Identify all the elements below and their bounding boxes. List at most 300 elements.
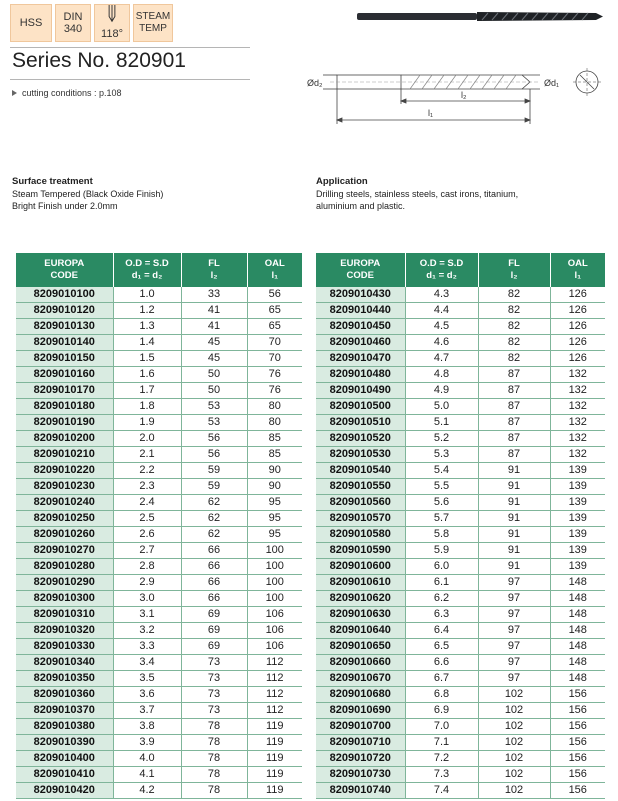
od-cell: 6.2	[405, 591, 478, 607]
table-row	[316, 303, 605, 319]
europa-code-cell: 8209010190	[16, 415, 113, 431]
table-row	[16, 575, 302, 591]
fl-cell: 82	[478, 351, 550, 367]
oal-cell: 156	[550, 719, 605, 735]
fl-cell: 50	[181, 383, 247, 399]
fl-cell: 59	[181, 463, 247, 479]
europa-code-cell: 8209010300	[16, 591, 113, 607]
table-row	[16, 687, 302, 703]
fl-cell: 102	[478, 703, 550, 719]
od-cell: 3.3	[113, 639, 181, 655]
table-row	[316, 447, 605, 463]
d1-label: Ød₁	[544, 78, 560, 88]
oal-cell: 139	[550, 463, 605, 479]
col-header-fl: FL l₂	[478, 253, 550, 287]
europa-code-cell: 8209010640	[316, 623, 405, 639]
fl-cell: 82	[478, 303, 550, 319]
oal-cell: 65	[247, 303, 302, 319]
europa-code-cell: 8209010500	[316, 399, 405, 415]
table-row	[16, 767, 302, 783]
oal-cell: 139	[550, 543, 605, 559]
europa-code-cell: 8209010400	[16, 751, 113, 767]
surface-treatment-line: Steam Tempered (Black Oxide Finish)	[12, 189, 164, 199]
od-cell: 6.8	[405, 687, 478, 703]
od-cell: 5.3	[405, 447, 478, 463]
oal-cell: 126	[550, 287, 605, 303]
table-row	[16, 399, 302, 415]
europa-code-cell: 8209010450	[316, 319, 405, 335]
od-cell: 1.0	[113, 287, 181, 303]
od-cell: 5.6	[405, 495, 478, 511]
europa-code-cell: 8209010700	[316, 719, 405, 735]
europa-code-cell: 8209010370	[16, 703, 113, 719]
fl-cell: 78	[181, 783, 247, 799]
od-cell: 1.6	[113, 367, 181, 383]
europa-code-cell: 8209010470	[316, 351, 405, 367]
europa-code-cell: 8209010230	[16, 479, 113, 495]
fl-cell: 66	[181, 559, 247, 575]
application-line: aluminium and plastic.	[316, 201, 406, 211]
table-row	[316, 319, 605, 335]
od-cell: 4.9	[405, 383, 478, 399]
oal-cell: 126	[550, 351, 605, 367]
table-row	[316, 463, 605, 479]
od-cell: 4.4	[405, 303, 478, 319]
table-row	[16, 287, 302, 303]
table-row	[316, 607, 605, 623]
od-cell: 3.0	[113, 591, 181, 607]
europa-code-cell: 8209010560	[316, 495, 405, 511]
oal-cell: 100	[247, 559, 302, 575]
europa-code-cell: 8209010200	[16, 431, 113, 447]
europa-code-cell: 8209010280	[16, 559, 113, 575]
europa-code-cell: 8209010610	[316, 575, 405, 591]
europa-code-cell: 8209010430	[316, 287, 405, 303]
fl-cell: 78	[181, 735, 247, 751]
europa-code-cell: 8209010590	[316, 543, 405, 559]
europa-code-cell: 8209010240	[16, 495, 113, 511]
od-cell: 2.5	[113, 511, 181, 527]
oal-cell: 95	[247, 495, 302, 511]
fl-cell: 50	[181, 367, 247, 383]
table-row	[16, 783, 302, 799]
oal-cell: 76	[247, 383, 302, 399]
fl-cell: 41	[181, 319, 247, 335]
europa-code-cell: 8209010630	[316, 607, 405, 623]
europa-code-cell: 8209010650	[316, 639, 405, 655]
oal-cell: 90	[247, 463, 302, 479]
table-row	[316, 527, 605, 543]
od-cell: 4.3	[405, 287, 478, 303]
oal-cell: 132	[550, 447, 605, 463]
oal-cell: 132	[550, 431, 605, 447]
od-cell: 2.1	[113, 447, 181, 463]
oal-cell: 100	[247, 543, 302, 559]
fl-cell: 82	[478, 335, 550, 351]
fl-cell: 45	[181, 351, 247, 367]
oal-cell: 156	[550, 687, 605, 703]
spec-table-left	[16, 253, 302, 799]
fl-cell: 73	[181, 703, 247, 719]
fl-cell: 102	[478, 719, 550, 735]
europa-code-cell: 8209010320	[16, 623, 113, 639]
oal-cell: 148	[550, 607, 605, 623]
l1-label: l₁	[428, 108, 434, 118]
od-cell: 1.4	[113, 335, 181, 351]
table-row	[316, 575, 605, 591]
application-heading: Application	[316, 176, 368, 187]
fl-cell: 69	[181, 639, 247, 655]
od-cell: 1.9	[113, 415, 181, 431]
oal-cell: 112	[247, 703, 302, 719]
oal-cell: 76	[247, 367, 302, 383]
oal-cell: 85	[247, 447, 302, 463]
table-row	[16, 351, 302, 367]
europa-code-cell: 8209010520	[316, 431, 405, 447]
fl-cell: 78	[181, 767, 247, 783]
od-cell: 2.2	[113, 463, 181, 479]
fl-cell: 91	[478, 559, 550, 575]
oal-cell: 139	[550, 559, 605, 575]
table-row	[316, 287, 605, 303]
fl-cell: 82	[478, 319, 550, 335]
surface-treatment-line: Bright Finish under 2.0mm	[12, 201, 118, 211]
od-cell: 2.8	[113, 559, 181, 575]
table-row	[16, 303, 302, 319]
cutting-conditions[interactable]: cutting conditions : p.108	[12, 88, 122, 98]
fl-cell: 73	[181, 671, 247, 687]
europa-code-cell: 8209010260	[16, 527, 113, 543]
table-row	[16, 431, 302, 447]
oal-cell: 156	[550, 767, 605, 783]
od-cell: 2.0	[113, 431, 181, 447]
table-row	[16, 607, 302, 623]
spec-table-right	[316, 253, 605, 799]
fl-cell: 102	[478, 687, 550, 703]
oal-cell: 112	[247, 687, 302, 703]
table-row	[316, 383, 605, 399]
oal-cell: 148	[550, 575, 605, 591]
col-header-code: EUROPA CODE	[16, 253, 113, 287]
oal-cell: 119	[247, 751, 302, 767]
od-cell: 7.4	[405, 783, 478, 799]
table-row	[16, 703, 302, 719]
europa-code-cell: 8209010670	[316, 671, 405, 687]
oal-cell: 148	[550, 655, 605, 671]
table-row	[316, 351, 605, 367]
fl-cell: 97	[478, 623, 550, 639]
europa-code-cell: 8209010250	[16, 511, 113, 527]
oal-cell: 119	[247, 783, 302, 799]
od-cell: 2.4	[113, 495, 181, 511]
fl-cell: 56	[181, 431, 247, 447]
europa-code-cell: 8209010740	[316, 783, 405, 799]
oal-cell: 148	[550, 639, 605, 655]
application-line: Drilling steels, stainless steels, cast irons, titanium,	[316, 189, 519, 199]
europa-code-cell: 8209010130	[16, 319, 113, 335]
od-cell: 5.5	[405, 479, 478, 495]
fl-cell: 62	[181, 511, 247, 527]
fl-cell: 82	[478, 287, 550, 303]
table-row	[16, 591, 302, 607]
europa-code-cell: 8209010510	[316, 415, 405, 431]
europa-code-cell: 8209010710	[316, 735, 405, 751]
fl-cell: 102	[478, 783, 550, 799]
od-cell: 4.0	[113, 751, 181, 767]
europa-code-cell: 8209010460	[316, 335, 405, 351]
fl-cell: 91	[478, 479, 550, 495]
table-row	[16, 415, 302, 431]
od-cell: 5.0	[405, 399, 478, 415]
europa-code-cell: 8209010530	[316, 447, 405, 463]
od-cell: 3.6	[113, 687, 181, 703]
fl-cell: 66	[181, 591, 247, 607]
europa-code-cell: 8209010390	[16, 735, 113, 751]
od-cell: 3.8	[113, 719, 181, 735]
table-row	[16, 623, 302, 639]
fl-cell: 73	[181, 655, 247, 671]
od-cell: 6.6	[405, 655, 478, 671]
oal-cell: 148	[550, 623, 605, 639]
europa-code-cell: 8209010160	[16, 367, 113, 383]
finish-tag: STEAM TEMP	[133, 4, 173, 42]
oal-cell: 132	[550, 367, 605, 383]
europa-code-cell: 8209010550	[316, 479, 405, 495]
od-cell: 5.2	[405, 431, 478, 447]
fl-cell: 102	[478, 767, 550, 783]
europa-code-cell: 8209010380	[16, 719, 113, 735]
fl-cell: 91	[478, 543, 550, 559]
od-cell: 1.3	[113, 319, 181, 335]
table-row	[16, 479, 302, 495]
fl-cell: 87	[478, 431, 550, 447]
oal-cell: 148	[550, 671, 605, 687]
table-row	[316, 783, 605, 799]
fl-cell: 97	[478, 655, 550, 671]
europa-code-cell: 8209010440	[316, 303, 405, 319]
col-header-od: O.D = S.D d₁ = d₂	[405, 253, 478, 287]
europa-code-cell: 8209010220	[16, 463, 113, 479]
od-cell: 3.9	[113, 735, 181, 751]
table-row	[16, 543, 302, 559]
col-header-code: EUROPA CODE	[316, 253, 405, 287]
europa-code-cell: 8209010170	[16, 383, 113, 399]
col-header-od: O.D = S.D d₁ = d₂	[113, 253, 181, 287]
od-cell: 3.2	[113, 623, 181, 639]
od-cell: 6.9	[405, 703, 478, 719]
table-row	[316, 399, 605, 415]
europa-code-cell: 8209010350	[16, 671, 113, 687]
fl-cell: 41	[181, 303, 247, 319]
od-cell: 7.3	[405, 767, 478, 783]
fl-cell: 73	[181, 687, 247, 703]
surface-treatment-section	[12, 176, 163, 212]
table-row	[316, 431, 605, 447]
od-cell: 2.9	[113, 575, 181, 591]
table-row	[16, 335, 302, 351]
table-row	[316, 543, 605, 559]
table-header-row	[316, 253, 605, 287]
oal-cell: 106	[247, 639, 302, 655]
od-cell: 4.1	[113, 767, 181, 783]
europa-code-cell: 8209010140	[16, 335, 113, 351]
europa-code-cell: 8209010330	[16, 639, 113, 655]
fl-cell: 62	[181, 495, 247, 511]
fl-cell: 59	[181, 479, 247, 495]
od-cell: 3.4	[113, 655, 181, 671]
od-cell: 5.4	[405, 463, 478, 479]
oal-cell: 112	[247, 655, 302, 671]
fl-cell: 91	[478, 495, 550, 511]
table-row	[316, 767, 605, 783]
europa-code-cell: 8209010600	[316, 559, 405, 575]
od-cell: 6.7	[405, 671, 478, 687]
table-row	[316, 335, 605, 351]
europa-code-cell: 8209010270	[16, 543, 113, 559]
oal-cell: 90	[247, 479, 302, 495]
oal-cell: 139	[550, 495, 605, 511]
oal-cell: 95	[247, 511, 302, 527]
table-row	[16, 559, 302, 575]
oal-cell: 100	[247, 575, 302, 591]
europa-code-cell: 8209010480	[316, 367, 405, 383]
europa-code-cell: 8209010690	[316, 703, 405, 719]
table-row	[316, 415, 605, 431]
oal-cell: 56	[247, 287, 302, 303]
od-cell: 6.3	[405, 607, 478, 623]
fl-cell: 102	[478, 751, 550, 767]
table-header-row	[16, 253, 302, 287]
fl-cell: 87	[478, 415, 550, 431]
oal-cell: 106	[247, 607, 302, 623]
fl-cell: 102	[478, 735, 550, 751]
series-title: Series No. 820901	[12, 49, 186, 72]
table-row	[16, 495, 302, 511]
oal-cell: 70	[247, 351, 302, 367]
europa-code-cell: 8209010360	[16, 687, 113, 703]
table-row	[316, 367, 605, 383]
oal-cell: 119	[247, 735, 302, 751]
table-row	[316, 495, 605, 511]
oal-cell: 126	[550, 319, 605, 335]
fl-cell: 97	[478, 591, 550, 607]
table-row	[316, 559, 605, 575]
oal-cell: 112	[247, 671, 302, 687]
oal-cell: 65	[247, 319, 302, 335]
oal-cell: 126	[550, 335, 605, 351]
od-cell: 6.0	[405, 559, 478, 575]
oal-cell: 119	[247, 767, 302, 783]
fl-cell: 87	[478, 383, 550, 399]
col-header-oal: OAL l₁	[247, 253, 302, 287]
col-header-oal: OAL l₁	[550, 253, 605, 287]
od-cell: 5.8	[405, 527, 478, 543]
table-row	[16, 735, 302, 751]
fl-cell: 53	[181, 399, 247, 415]
table-row	[16, 639, 302, 655]
europa-code-cell: 8209010680	[316, 687, 405, 703]
od-cell: 2.6	[113, 527, 181, 543]
table-row	[16, 511, 302, 527]
table-row	[16, 671, 302, 687]
fl-cell: 97	[478, 639, 550, 655]
od-cell: 6.4	[405, 623, 478, 639]
oal-cell: 132	[550, 383, 605, 399]
europa-code-cell: 8209010420	[16, 783, 113, 799]
fl-cell: 87	[478, 399, 550, 415]
fl-cell: 45	[181, 335, 247, 351]
table-row	[316, 687, 605, 703]
table-row	[16, 655, 302, 671]
fl-cell: 33	[181, 287, 247, 303]
fl-cell: 66	[181, 575, 247, 591]
od-cell: 4.7	[405, 351, 478, 367]
europa-code-cell: 8209010100	[16, 287, 113, 303]
od-cell: 7.2	[405, 751, 478, 767]
od-cell: 1.8	[113, 399, 181, 415]
table-row	[316, 591, 605, 607]
od-cell: 1.5	[113, 351, 181, 367]
od-cell: 5.9	[405, 543, 478, 559]
point-angle-tag: 118°	[94, 4, 130, 42]
europa-code-cell: 8209010620	[316, 591, 405, 607]
fl-cell: 91	[478, 527, 550, 543]
oal-cell: 156	[550, 751, 605, 767]
oal-cell: 80	[247, 399, 302, 415]
od-cell: 6.1	[405, 575, 478, 591]
standard-tag: DIN 340	[55, 4, 91, 42]
od-cell: 3.7	[113, 703, 181, 719]
od-cell: 2.3	[113, 479, 181, 495]
oal-cell: 70	[247, 335, 302, 351]
application-section	[316, 176, 518, 212]
oal-cell: 132	[550, 399, 605, 415]
oal-cell: 95	[247, 527, 302, 543]
od-cell: 5.7	[405, 511, 478, 527]
oal-cell: 119	[247, 719, 302, 735]
table-row	[316, 719, 605, 735]
europa-code-cell: 8209010570	[316, 511, 405, 527]
europa-code-cell: 8209010310	[16, 607, 113, 623]
od-cell: 3.5	[113, 671, 181, 687]
fl-cell: 62	[181, 527, 247, 543]
d2-label: Ød₂	[307, 78, 323, 88]
fl-cell: 91	[478, 511, 550, 527]
table-row	[316, 751, 605, 767]
fl-cell: 87	[478, 367, 550, 383]
l2-label: l₂	[461, 90, 467, 100]
table-row	[316, 639, 605, 655]
oal-cell: 139	[550, 527, 605, 543]
od-cell: 7.0	[405, 719, 478, 735]
europa-code-cell: 8209010490	[316, 383, 405, 399]
table-row	[316, 703, 605, 719]
table-row	[16, 719, 302, 735]
od-cell: 6.5	[405, 639, 478, 655]
table-row	[16, 447, 302, 463]
od-cell: 3.1	[113, 607, 181, 623]
fl-cell: 69	[181, 623, 247, 639]
fl-cell: 56	[181, 447, 247, 463]
table-row	[316, 735, 605, 751]
drill-technical-drawing	[0, 0, 618, 140]
od-cell: 4.8	[405, 367, 478, 383]
od-cell: 7.1	[405, 735, 478, 751]
europa-code-cell: 8209010580	[316, 527, 405, 543]
europa-code-cell: 8209010210	[16, 447, 113, 463]
table-row	[316, 623, 605, 639]
od-cell: 4.6	[405, 335, 478, 351]
